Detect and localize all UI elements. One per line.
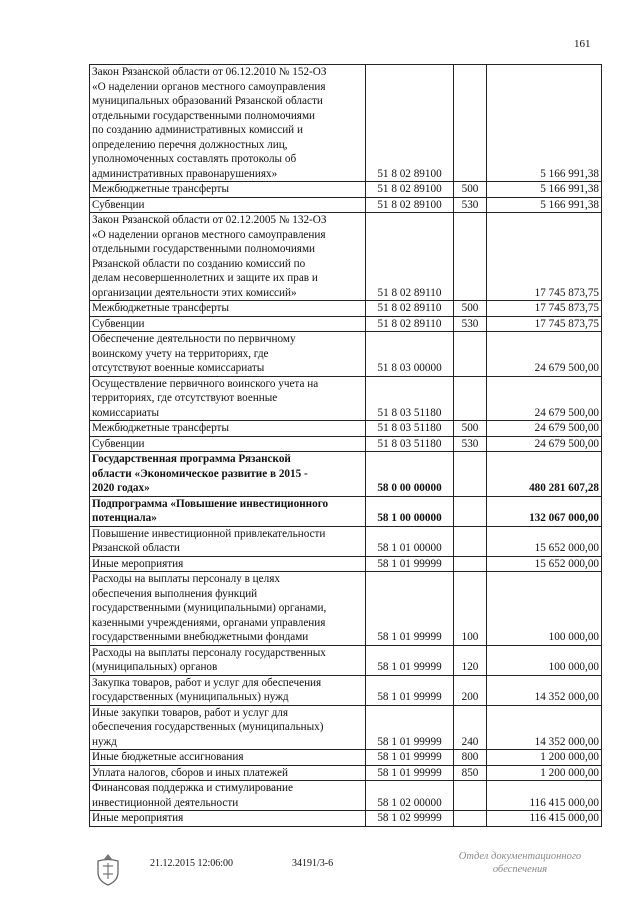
row-type [454, 452, 487, 497]
table-row [90, 675, 602, 705]
row-type: 530 [454, 436, 487, 452]
row-name: Закон Рязанской области от 06.12.2010 № 152-ОЗ «О наделении органов местного самоуправления муниципальных образований Рязанской области отдельными государственными полномочиями по созданию административных комиссий и определению перечня должностных лиц, уполномоченных составлять протоколы об административных правонарушениях» [90, 65, 366, 182]
row-name: Закон Рязанской области от 02.12.2005 № 132-ОЗ «О наделении органов местного самоуправления отдельными государственными полномочиями Рязанской области по созданию комиссий по делам несовершеннолетних и защите их прав и организации деятельности этих комиссий» [90, 213, 366, 301]
row-code: 58 1 01 99999 [366, 750, 454, 766]
row-name: Межбюджетные трансферты [90, 182, 366, 198]
row-sum: 5 166 991,38 [487, 65, 602, 182]
row-sum: 14 352 000,00 [487, 705, 602, 750]
table-row [90, 811, 602, 827]
row-type [454, 556, 487, 572]
table-row [90, 705, 602, 750]
row-type: 530 [454, 197, 487, 213]
row-type: 530 [454, 316, 487, 332]
row-name: Уплата налогов, сборов и иных платежей [90, 765, 366, 781]
row-code: 58 1 01 99999 [366, 556, 454, 572]
row-type: 500 [454, 301, 487, 317]
row-name: Межбюджетные трансферты [90, 301, 366, 317]
row-code: 51 8 02 89100 [366, 182, 454, 198]
stamp-line-2: обеспечения [492, 864, 548, 875]
row-sum: 480 281 607,28 [487, 452, 602, 497]
table-row [90, 526, 602, 556]
coat-of-arms-emblem [94, 852, 122, 886]
row-name: Иные мероприятия [90, 556, 366, 572]
table-row [90, 421, 602, 437]
row-type: 240 [454, 705, 487, 750]
row-name: Расходы на выплаты персоналу в целях обеспечения выполнения функций государственными (муниципальными) органами, казенными учреждениями, органами управления государственными внебюджетными фондами [90, 572, 366, 646]
table-row [90, 65, 602, 182]
row-sum: 5 166 991,38 [487, 197, 602, 213]
row-type: 200 [454, 675, 487, 705]
row-sum: 15 652 000,00 [487, 556, 602, 572]
row-sum: 17 745 873,75 [487, 316, 602, 332]
row-name: Субвенции [90, 316, 366, 332]
row-name: Осуществление первичного воинского учета на территориях, где отсутствуют военные комиссариаты [90, 376, 366, 421]
table-row [90, 556, 602, 572]
row-code: 51 8 02 89110 [366, 213, 454, 301]
row-type: 850 [454, 765, 487, 781]
table-row [90, 213, 602, 301]
row-sum: 24 679 500,00 [487, 332, 602, 377]
row-code: 51 8 02 89110 [366, 316, 454, 332]
row-code: 58 1 01 00000 [366, 526, 454, 556]
row-type: 500 [454, 421, 487, 437]
row-sum: 100 000,00 [487, 572, 602, 646]
table-row [90, 332, 602, 377]
row-sum: 132 067 000,00 [487, 496, 602, 526]
row-code: 58 1 00 00000 [366, 496, 454, 526]
row-type: 120 [454, 645, 487, 675]
row-code: 58 1 02 99999 [366, 811, 454, 827]
row-code: 51 8 02 89100 [366, 65, 454, 182]
row-sum: 24 679 500,00 [487, 436, 602, 452]
row-sum: 1 200 000,00 [487, 750, 602, 766]
row-code: 51 8 03 51180 [366, 376, 454, 421]
row-sum: 17 745 873,75 [487, 301, 602, 317]
row-type [454, 332, 487, 377]
row-code: 51 8 02 89100 [366, 197, 454, 213]
table-row [90, 572, 602, 646]
table-row [90, 376, 602, 421]
row-sum: 24 679 500,00 [487, 421, 602, 437]
row-sum: 100 000,00 [487, 645, 602, 675]
row-sum: 5 166 991,38 [487, 182, 602, 198]
row-name: Межбюджетные трансферты [90, 421, 366, 437]
table-row [90, 316, 602, 332]
row-sum: 14 352 000,00 [487, 675, 602, 705]
row-code: 58 0 00 00000 [366, 452, 454, 497]
row-name: Повышение инвестиционной привлекательности Рязанской области [90, 526, 366, 556]
row-type: 800 [454, 750, 487, 766]
row-name: Государственная программа Рязанской области «Экономическое развитие в 2015 - 2020 годах» [90, 452, 366, 497]
row-type [454, 496, 487, 526]
row-sum: 1 200 000,00 [487, 765, 602, 781]
row-code: 58 1 01 99999 [366, 765, 454, 781]
page-number: 161 [574, 38, 591, 50]
table-row [90, 750, 602, 766]
row-code: 58 1 01 99999 [366, 675, 454, 705]
row-type [454, 213, 487, 301]
row-code: 58 1 01 99999 [366, 645, 454, 675]
row-type: 100 [454, 572, 487, 646]
footer-datetime: 21.12.2015 12:06:00 [150, 858, 234, 869]
row-name: Иные бюджетные ассигнования [90, 750, 366, 766]
row-name: Обеспечение деятельности по первичному воинскому учету на территориях, где отсутствуют военные комиссариаты [90, 332, 366, 377]
row-type: 500 [454, 182, 487, 198]
row-name: Иные мероприятия [90, 811, 366, 827]
row-code: 51 8 02 89110 [366, 301, 454, 317]
row-code: 51 8 03 00000 [366, 332, 454, 377]
table-row [90, 197, 602, 213]
row-name: Иные закупки товаров, работ и услуг для обеспечения государственных (муниципальных) нужд [90, 705, 366, 750]
table-row [90, 452, 602, 497]
row-name: Подпрограмма «Повышение инвестиционного потенциала» [90, 496, 366, 526]
row-name: Субвенции [90, 436, 366, 452]
table-row [90, 182, 602, 198]
row-sum: 116 415 000,00 [487, 811, 602, 827]
row-sum: 17 745 873,75 [487, 213, 602, 301]
row-type [454, 811, 487, 827]
row-name: Закупка товаров, работ и услуг для обеспечения государственных (муниципальных) нужд [90, 675, 366, 705]
table-row [90, 645, 602, 675]
row-sum: 116 415 000,00 [487, 781, 602, 811]
table-row [90, 496, 602, 526]
row-name: Субвенции [90, 197, 366, 213]
row-sum: 15 652 000,00 [487, 526, 602, 556]
row-sum: 24 679 500,00 [487, 376, 602, 421]
row-name: Финансовая поддержка и стимулирование инвестиционной деятельности [90, 781, 366, 811]
row-type [454, 65, 487, 182]
table-row [90, 765, 602, 781]
budget-table [89, 64, 602, 827]
footer-doc-number: 34191/3-6 [292, 858, 334, 869]
table-row [90, 436, 602, 452]
row-type [454, 781, 487, 811]
row-type [454, 376, 487, 421]
department-stamp [445, 850, 595, 876]
row-code: 51 8 03 51180 [366, 421, 454, 437]
table-row [90, 781, 602, 811]
row-type [454, 526, 487, 556]
row-code: 58 1 01 99999 [366, 705, 454, 750]
table-row [90, 301, 602, 317]
row-code: 51 8 03 51180 [366, 436, 454, 452]
stamp-line-1: Отдел документационного [458, 851, 582, 862]
row-code: 58 1 02 00000 [366, 781, 454, 811]
row-name: Расходы на выплаты персоналу государственных (муниципальных) органов [90, 645, 366, 675]
row-code: 58 1 01 99999 [366, 572, 454, 646]
